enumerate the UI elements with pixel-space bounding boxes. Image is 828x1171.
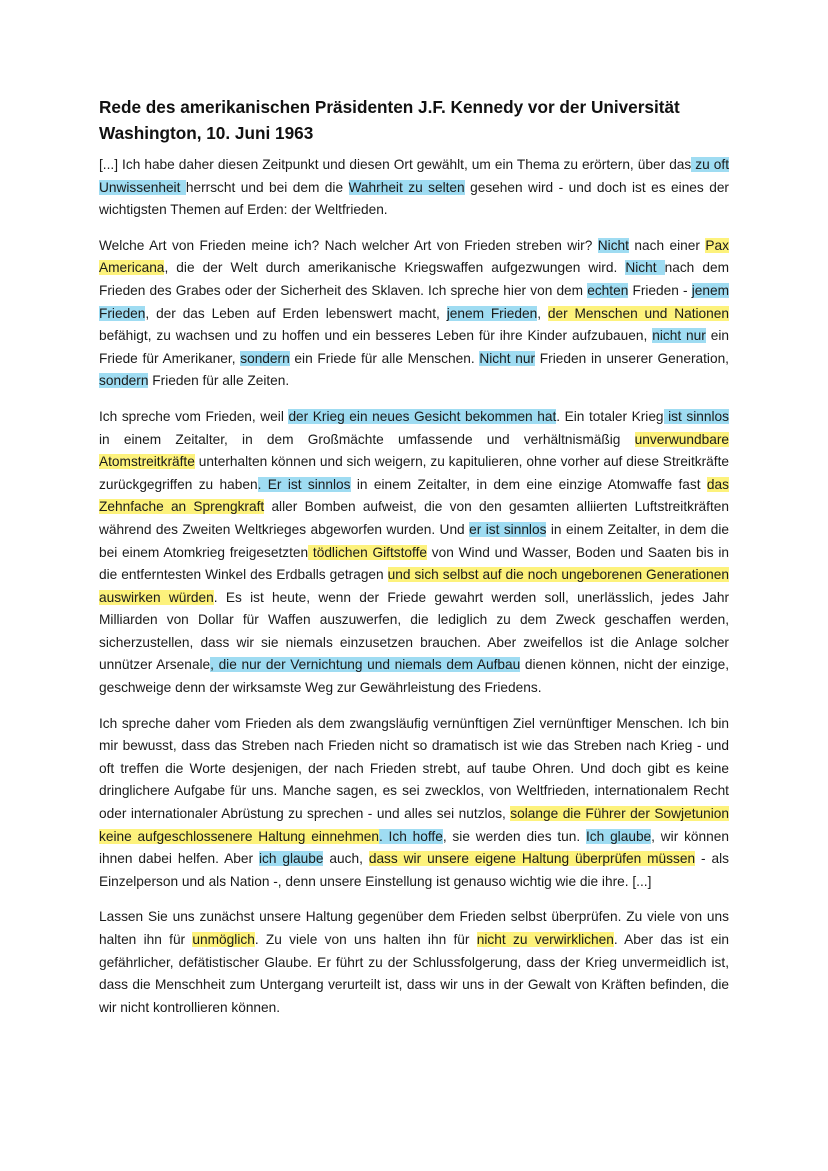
highlight-blue: echten <box>587 282 629 298</box>
highlight-blue: Nicht <box>625 260 665 276</box>
text-run: herrscht und bei dem die <box>185 179 349 195</box>
text-run: . Ein totaler Krieg <box>556 408 664 424</box>
text-run: , wir können ihnen dabei helfen. Aber <box>99 828 729 867</box>
highlight-yellow: tödlichen Giftstoffe <box>308 544 427 560</box>
highlight-blue: jenem Frieden <box>446 305 538 321</box>
highlight-blue: ich glaube <box>258 851 324 867</box>
text-run: nach dem Frieden des Grabes oder der Sicherheit des Sklaven. Ich spreche hier von dem <box>99 260 729 298</box>
text-run: befähigt, zu wachsen und zu hoffen und ein besseres Leben für ihre Kinder aufzubauen, <box>99 328 653 344</box>
text-run: gesehen wird - und doch ist es eines der wichtigsten Themen auf Erden: der Weltfrieden. <box>99 179 729 218</box>
highlight-blue: . Er ist sinnlos <box>257 476 351 492</box>
highlight-blue: Nicht <box>597 237 629 253</box>
text-run: in einem Zeitalter, in dem Großmächte umfassende und verhältnismäßig <box>99 431 635 447</box>
highlight-yellow: unverwundbare Atomstreitkräfte <box>99 431 729 470</box>
text-run: nach einer <box>628 237 706 253</box>
text-run: dienen können, nicht der einzige, geschweige denn der wirksamste Weg zur Gewährleistung des Friedens. <box>99 657 729 696</box>
text-run: Lassen Sie uns zunächst unsere Haltung gegenüber dem Frieden selbst überprüfen. Zu viele von uns halten ihn für <box>99 909 729 947</box>
highlight-blue: . Ich hoffe <box>378 828 443 844</box>
highlight-blue: zu oft Unwissenheit <box>99 157 729 195</box>
highlight-yellow: der Menschen und Nationen <box>547 305 729 321</box>
text-run: Frieden für alle Zeiten. <box>148 373 290 389</box>
highlight-blue: ist sinnlos <box>663 408 729 424</box>
text-run: von Wind und Wasser, Boden und Saaten bis in die entferntesten Winkel des Erdballs getragen <box>99 544 729 583</box>
highlight-yellow: nicht zu verwirklichen <box>476 932 614 947</box>
highlight-yellow: und sich selbst auf die noch ungeborenen Generationen auswirken würden <box>99 567 729 605</box>
text-run: in einem Zeitalter, in dem eine einzige Atomwaffe fast <box>350 476 707 492</box>
highlight-blue: er ist sinnlos <box>469 521 547 537</box>
document-page <box>99 94 729 1032</box>
highlight-blue: sondern <box>240 350 290 366</box>
text-run: - als Einzelperson und als Nation -, denn unsere Einstellung ist genauso wichtig wie die ihre. [...] <box>99 851 729 889</box>
paragraph <box>99 154 729 222</box>
paragraph <box>99 235 729 393</box>
text-run: ein Friede für Amerikaner, <box>99 328 730 366</box>
text-run: aller Bomben aufweist, die von den gesamten alliierten Luftstreitkräften während des Zweiten Weltkrieges abgeworfen wurden. Und <box>99 499 729 537</box>
highlight-blue: Nicht nur <box>479 350 536 366</box>
text-run: , <box>537 305 548 321</box>
text-run: , der das Leben auf Erden lebenswert macht, <box>145 305 447 321</box>
document-body <box>99 154 729 1019</box>
text-run: Ich spreche vom Frieden, weil <box>99 408 289 424</box>
text-run: Frieden - <box>628 282 692 298</box>
text-run: [...] Ich habe daher diesen Zeitpunkt und diesen Ort gewählt, um ein Thema zu erörtern, über das <box>99 157 692 172</box>
highlight-yellow: unmöglich <box>192 932 255 947</box>
text-run: , sie werden dies tun. <box>442 828 586 844</box>
highlight-yellow: dass wir unsere eigene Haltung überprüfen müssen <box>368 851 696 867</box>
text-run: , die der Welt durch amerikanische Kriegswaffen aufgezwungen wird. <box>164 260 626 276</box>
text-run: . Es ist heute, wenn der Friede gewahrt werden soll, unerlässlich, jedes Jahr Milliarden von Dollar für Waffen auszuwerfen, die lediglich zu dem Zweck geschaffen werden, sicherzustellen, dass wir sie niemals einzusetzen brauchen. Aber zweifellos ist die Anlage solcher unnützer Arsenale <box>99 589 729 673</box>
text-run: Frieden in unserer Generation, <box>535 350 729 366</box>
highlight-blue: , die nur der Vernichtung und niemals dem Aufbau <box>210 657 521 673</box>
paragraph <box>99 906 729 1019</box>
highlight-blue: sondern <box>99 373 149 389</box>
text-run: . Aber das ist ein gefährlicher, defätistischer Glaube. Er führt zu der Schlussfolgerung, dass der Krieg unvermeidlich ist, dass die Menschheit zum Untergang verurteilt ist, dass wir uns in der Gewalt von Kräften befinden, die wir nicht kontrollieren können. <box>99 932 729 1015</box>
highlight-blue: der Krieg ein neues Gesicht bekommen hat <box>288 408 557 424</box>
text-run: in einem Zeitalter, in dem die bei einem Atomkrieg freigesetzten <box>99 521 729 560</box>
text-run: auch, <box>323 851 369 867</box>
highlight-blue: Wahrheit zu selten <box>348 179 465 195</box>
highlight-blue: nicht nur <box>652 328 706 344</box>
text-run: Welche Art von Frieden meine ich? Nach welcher Art von Frieden streben wir? <box>99 237 598 253</box>
text-run: . Zu viele von uns halten ihn für <box>254 932 477 947</box>
text-run: Ich spreche daher vom Frieden als dem zwangsläufig vernünftigen Ziel vernünftiger Menschen. Ich bin mir bewusst, dass das Streben nach Frieden nicht so dramatisch ist wie das Streben nach Krieg - und oft treffen die Worte desjenigen, der nach Frieden strebt, auf taube Ohren. Und doch gibt es keine dringlichere Aufgabe für uns. Manche sagen, es sei zwecklos, von Weltfrieden, internationalem Recht oder internationaler Abrüstung zu sprechen - und alles sei nutzlos, <box>99 715 729 822</box>
paragraph <box>99 713 729 894</box>
document-title: Rede des amerikanischen Präsidenten J.F. Kennedy vor der Universität Washington, 10. Juni 1963 <box>99 97 680 143</box>
highlight-blue: jenem Frieden <box>99 282 729 321</box>
paragraph <box>99 406 729 700</box>
text-run: ein Friede für alle Menschen. <box>289 350 480 366</box>
highlight-yellow: solange die Führer der Sowjetunion keine aufgeschlossenere Haltung einnehmen <box>99 806 729 844</box>
highlight-blue: Ich glaube <box>586 828 652 844</box>
highlight-yellow: Pax Americana <box>99 237 729 276</box>
highlight-yellow: das Zehnfache an Sprengkraft <box>99 476 729 515</box>
text-run: unterhalten können und sich weigern, zu kapitulieren, ohne vorher auf diese Streitkräfte zurückgegriffen zu haben <box>99 454 729 492</box>
